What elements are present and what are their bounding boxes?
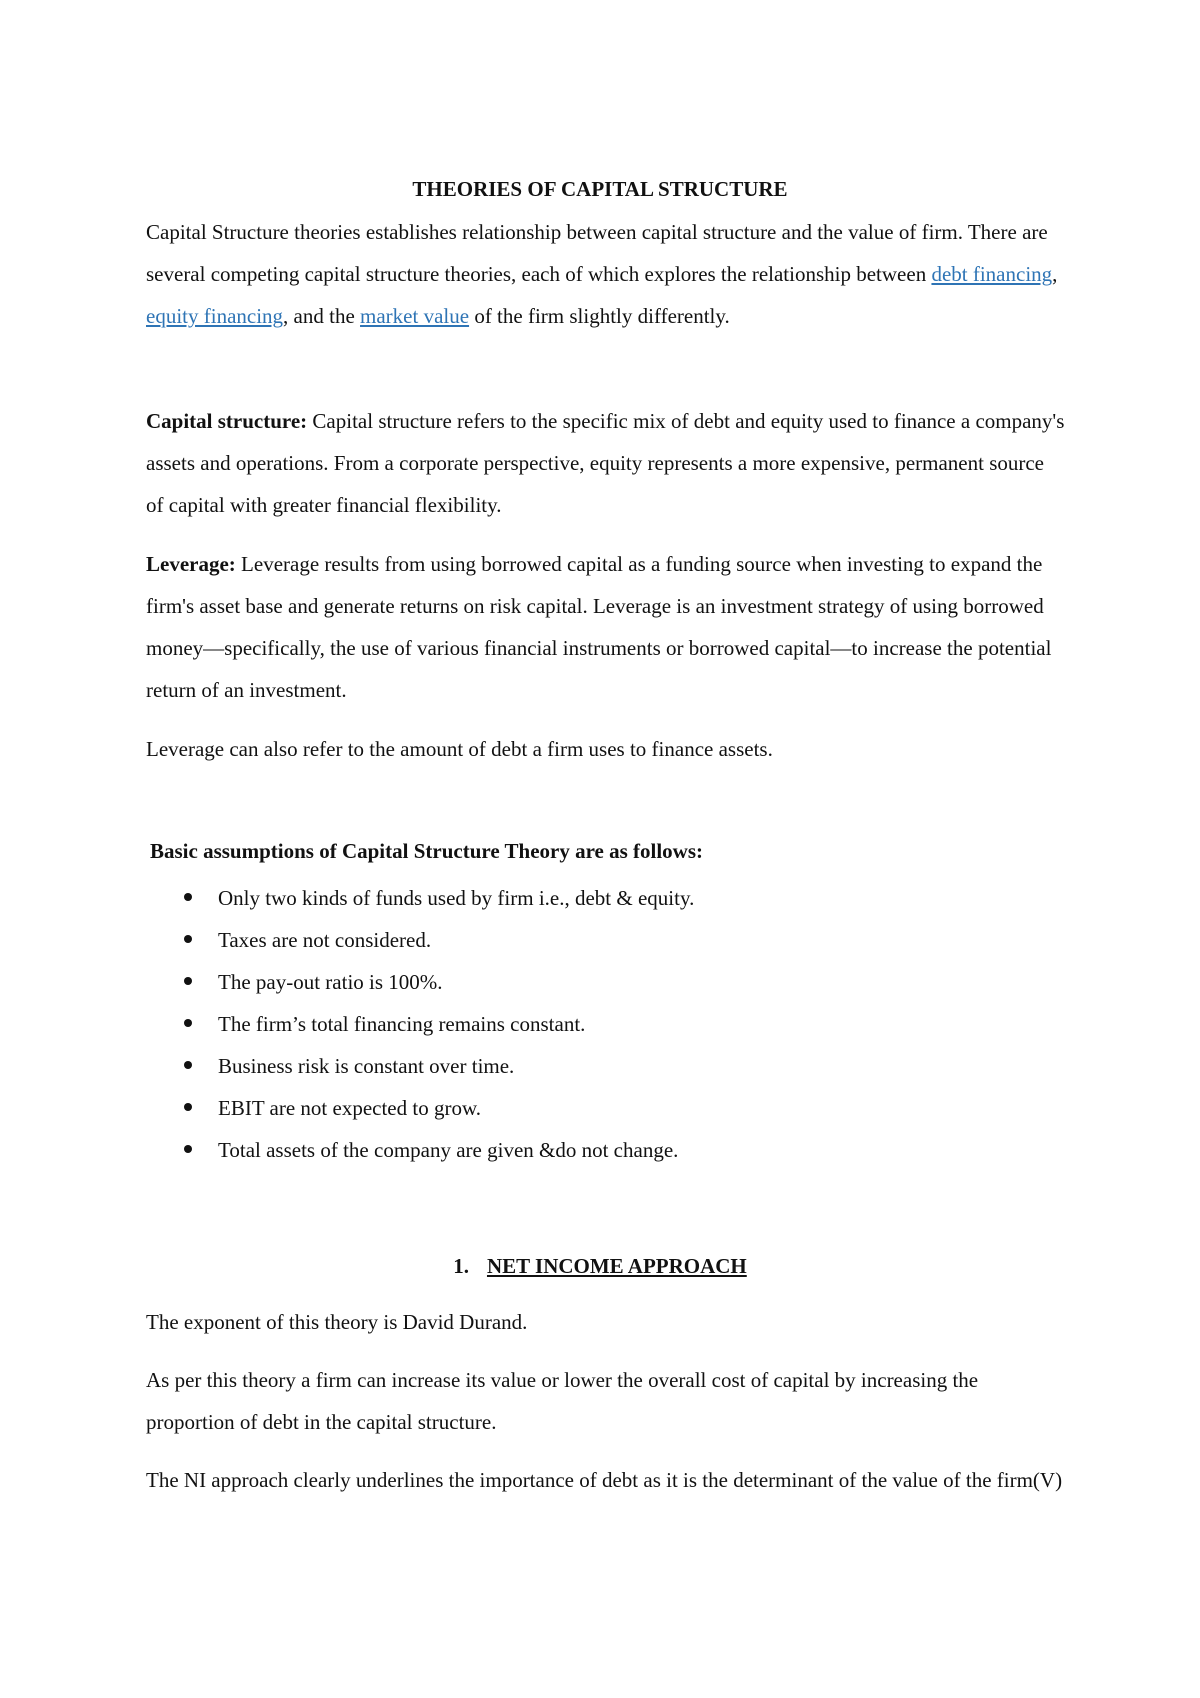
leverage-paragraph — [146, 543, 1066, 711]
list-item — [146, 1129, 1046, 1171]
assumptions-list — [146, 877, 1046, 1171]
bullet-icon — [184, 935, 192, 943]
section-number: 1. — [453, 1254, 469, 1278]
link-market-value[interactable]: market value — [360, 304, 470, 328]
list-item-text: EBIT are not expected to grow. — [218, 1096, 481, 1120]
list-item-text: Taxes are not considered. — [218, 928, 432, 952]
list-item — [146, 877, 1046, 919]
section-paragraph: The exponent of this theory is David Durand. — [146, 1310, 528, 1334]
capital-structure-definition: Capital structure refers to the specific mix of debt and equity used to finance a company's assets and operations. From a corporate perspective, equity represents a more expensive, permanent source of capital with greater financial flexibility. — [146, 409, 1065, 517]
list-item — [146, 1087, 1046, 1129]
section-label: NET INCOME APPROACH — [486, 1254, 747, 1278]
link-equity-financing[interactable]: equity financing — [146, 304, 284, 328]
document-title: THEORIES OF CAPITAL STRUCTURE — [412, 177, 788, 201]
intro-text-end: of the firm slightly differently. — [469, 304, 730, 328]
bullet-icon — [184, 1145, 192, 1153]
section-heading-net-income — [0, 1245, 1200, 1287]
section-paragraph: As per this theory a firm can increase its value or lower the overall cost of capital by increasing the proportion of debt in the capital structure. — [146, 1368, 979, 1434]
list-item-text: The pay-out ratio is 100%. — [218, 970, 443, 994]
assumptions-heading: Basic assumptions of Capital Structure Theory are as follows: — [150, 839, 704, 863]
intro-separator: , — [1052, 262, 1058, 286]
intro-paragraph — [146, 211, 1066, 337]
section-paragraph: The NI approach clearly underlines the importance of debt as it is the determinant of the value of the firm(V) — [146, 1468, 1063, 1492]
bullet-icon — [184, 1103, 192, 1111]
bullet-icon — [184, 893, 192, 901]
bullet-icon — [184, 977, 192, 985]
list-item — [146, 919, 1046, 961]
intro-separator: , and the — [283, 304, 361, 328]
list-item — [146, 961, 1046, 1003]
intro-text: Capital Structure theories establishes relationship between capital structure and the value of firm. There are several competing capital structure theories, each of which explores the relationship between — [146, 220, 1048, 286]
list-item-text: The firm’s total financing remains constant. — [218, 1012, 586, 1036]
list-item-text: Total assets of the company are given &do not change. — [218, 1138, 679, 1162]
capital-structure-term: Capital structure: — [146, 409, 308, 433]
bullet-icon — [184, 1019, 192, 1027]
list-item — [146, 1045, 1046, 1087]
leverage-note: Leverage can also refer to the amount of debt a firm uses to finance assets. — [146, 737, 773, 761]
leverage-definition: Leverage results from using borrowed capital as a funding source when investing to expand the firm's asset base and generate returns on risk capital. Leverage is an investment strategy of using borrowed money—specifically, the use of various financial instruments or borrowed capital—to increase the potential return of an investment. — [146, 552, 1052, 702]
list-item — [146, 1003, 1046, 1045]
capital-structure-paragraph — [146, 400, 1066, 526]
bullet-icon — [184, 1061, 192, 1069]
list-item-text: Business risk is constant over time. — [218, 1054, 515, 1078]
leverage-term: Leverage: — [146, 552, 236, 576]
list-item-text: Only two kinds of funds used by firm i.e., debt & equity. — [218, 886, 695, 910]
link-debt-financing[interactable]: debt financing — [931, 262, 1053, 286]
